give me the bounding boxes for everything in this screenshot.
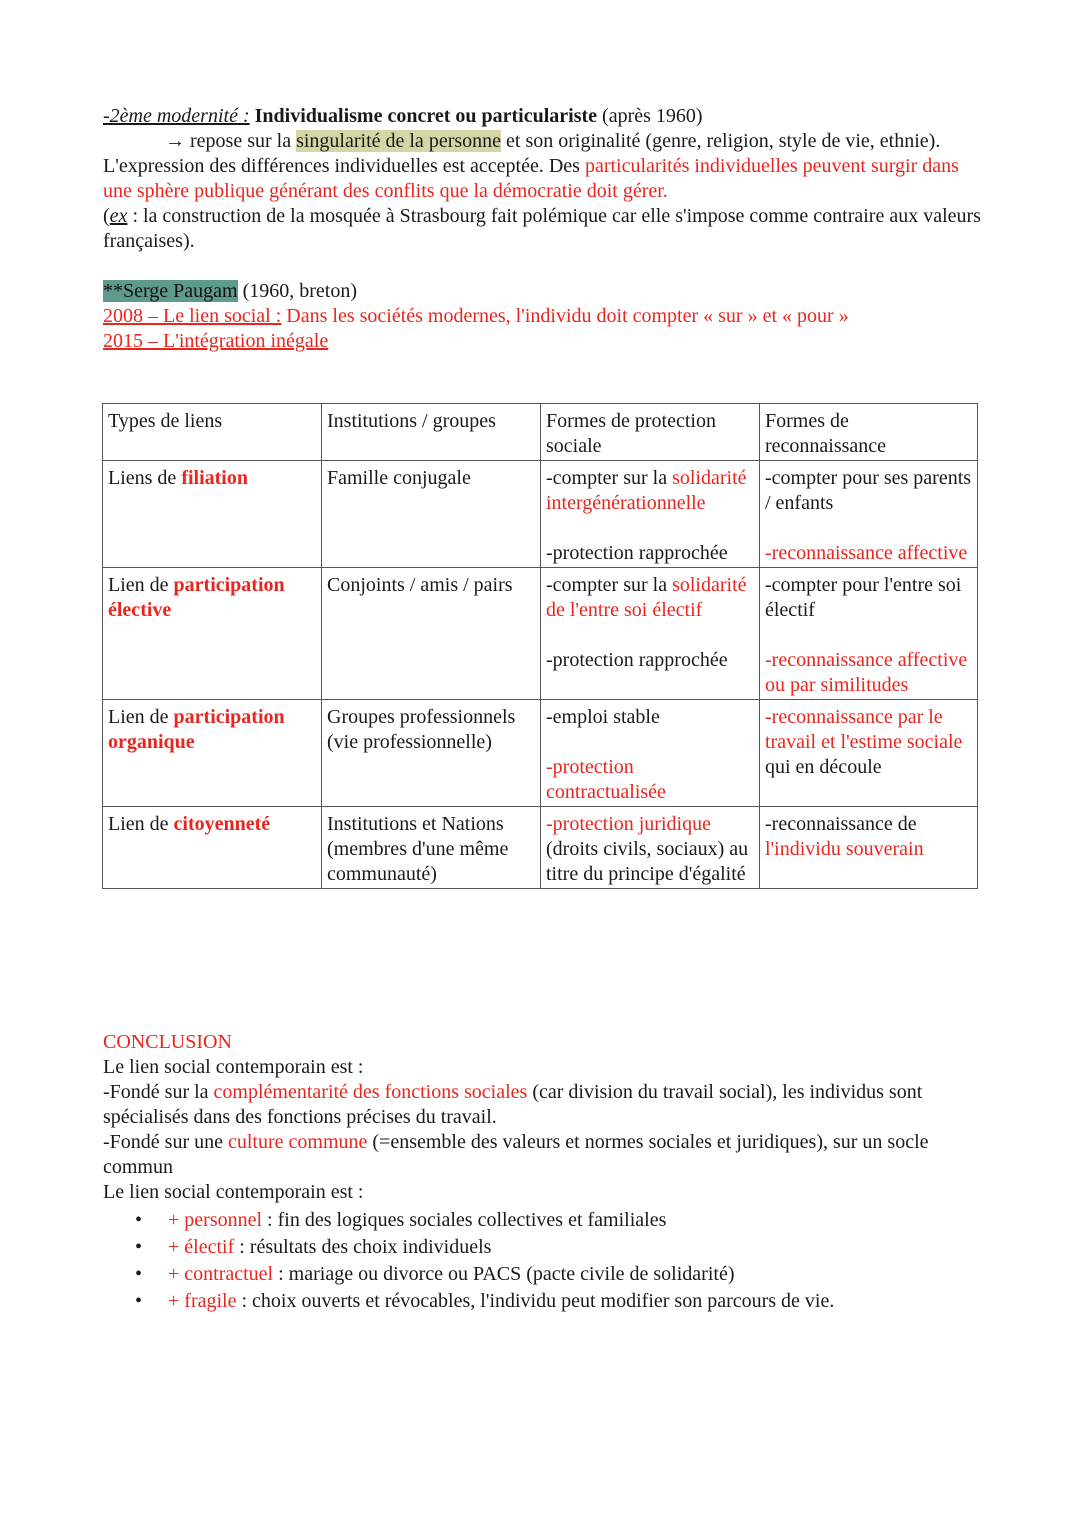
conclusion-heading: CONCLUSION (103, 1031, 232, 1053)
protection-cell: -protection juridique (droits civils, sociaux) au titre du principe d'égalité (541, 807, 760, 889)
list-item: • + contractuel : mariage ou divorce ou PACS (pacte civile de solidarité) (103, 1261, 983, 1288)
table-row (103, 461, 978, 568)
institution-cell: Famille conjugale (322, 461, 541, 568)
modernity-heading (103, 104, 983, 129)
type-cell: Liens de filiation (103, 461, 322, 568)
highlight-singularite: singularité de la personne (296, 130, 502, 152)
conclusion-point-1: -Fondé sur la complémentarité des fonctions sociales (car division du travail social), les individus sont spécialisés dans des fonctions précises du travail. (103, 1081, 923, 1128)
protection-cell: -compter sur la solidarité intergénérationnelle -protection rapprochée (541, 461, 760, 568)
list-item: • + fragile : choix ouverts et révocables, l'individu peut modifier son parcours de vie. (103, 1288, 983, 1315)
bullet-icon: • (135, 1290, 143, 1312)
type-cell: Lien de participation élective (103, 568, 322, 700)
table-header-row (103, 404, 978, 461)
table-row (103, 700, 978, 807)
list-item: • + personnel : fin des logiques sociales collectives et familiales (103, 1207, 983, 1234)
arrow-icon: → (165, 130, 185, 152)
institution-cell: Groupes professionnels (vie professionnelle) (322, 700, 541, 807)
modernity-paragraph: → repose sur la singularité de la personne et son originalité (genre, religion, style de vie, ethnie). L'expression des différences individuelles est acceptée. Des particularités individuelles peuvent surgir dans une sphère publique générant des conflits que la démocratie doit gérer. (103, 130, 959, 202)
recognition-cell: -compter pour l'entre soi électif -reconnaissance affective ou par similitudes (760, 568, 978, 700)
work-2008-desc: Dans les sociétés modernes, l'individu doit compter « sur » et « pour » (286, 305, 849, 327)
recognition-cell: -reconnaissance par le travail et l'estime sociale qui en découle (760, 700, 978, 807)
work-2008-ref: 2008 – Le lien social : (103, 305, 282, 327)
header-cell: Formes de reconnaissance (760, 404, 978, 461)
header-cell: Formes de protection sociale (541, 404, 760, 461)
bullet-icon: • (135, 1209, 143, 1231)
paugam-section (103, 279, 983, 354)
table-row (103, 568, 978, 700)
modernity-title: Individualisme concret ou particulariste (254, 105, 598, 127)
type-cell: Lien de participation organique (103, 700, 322, 807)
modernity-label: -2ème modernité : (103, 105, 250, 127)
example-paragraph: (ex : la construction de la mosquée à Strasbourg fait polémique car elle s'impose comme contraire aux valeurs françaises). (103, 205, 981, 252)
social-bonds-table (102, 403, 978, 889)
work-2008 (103, 304, 983, 329)
conclusion-point-2: -Fondé sur une culture commune (=ensemble des valeurs et normes sociales et juridiques), sur un socle commun (103, 1131, 929, 1178)
recognition-cell: -compter pour ses parents / enfants -reconnaissance affective (760, 461, 978, 568)
author-name: **Serge Paugam (103, 280, 238, 302)
list-item: • + électif : résultats des choix individuels (103, 1234, 983, 1261)
institution-cell: Institutions et Nations (membres d'une même communauté) (322, 807, 541, 889)
modernity-section (103, 104, 983, 254)
protection-cell: -emploi stable -protection contractualisée (541, 700, 760, 807)
work-2015: 2015 – L'intégration inégale (103, 330, 329, 352)
protection-cell: -compter sur la solidarité de l'entre soi électif -protection rapprochée (541, 568, 760, 700)
bullet-icon: • (135, 1263, 143, 1285)
conclusion-section (103, 1030, 983, 1315)
institution-cell: Conjoints / amis / pairs (322, 568, 541, 700)
bullet-list (103, 1207, 983, 1315)
table-row (103, 807, 978, 889)
author-info: (1960, breton) (242, 280, 358, 302)
red-text-particularites: particularités individuelles peuvent surgir dans une sphère publique générant des conflits que la démocratie doit gérer. (103, 155, 959, 202)
example-label: ex (109, 205, 128, 227)
header-cell: Types de liens (103, 404, 322, 461)
author-line (103, 279, 983, 304)
conclusion-intro: Le lien social contemporain est : (103, 1056, 364, 1078)
bullet-icon: • (135, 1236, 143, 1258)
header-cell: Institutions / groupes (322, 404, 541, 461)
type-cell: Lien de citoyenneté (103, 807, 322, 889)
modernity-title-suffix: (après 1960) (602, 105, 703, 127)
conclusion-intro-2: Le lien social contemporain est : (103, 1181, 364, 1203)
recognition-cell: -reconnaissance de l'individu souverain (760, 807, 978, 889)
